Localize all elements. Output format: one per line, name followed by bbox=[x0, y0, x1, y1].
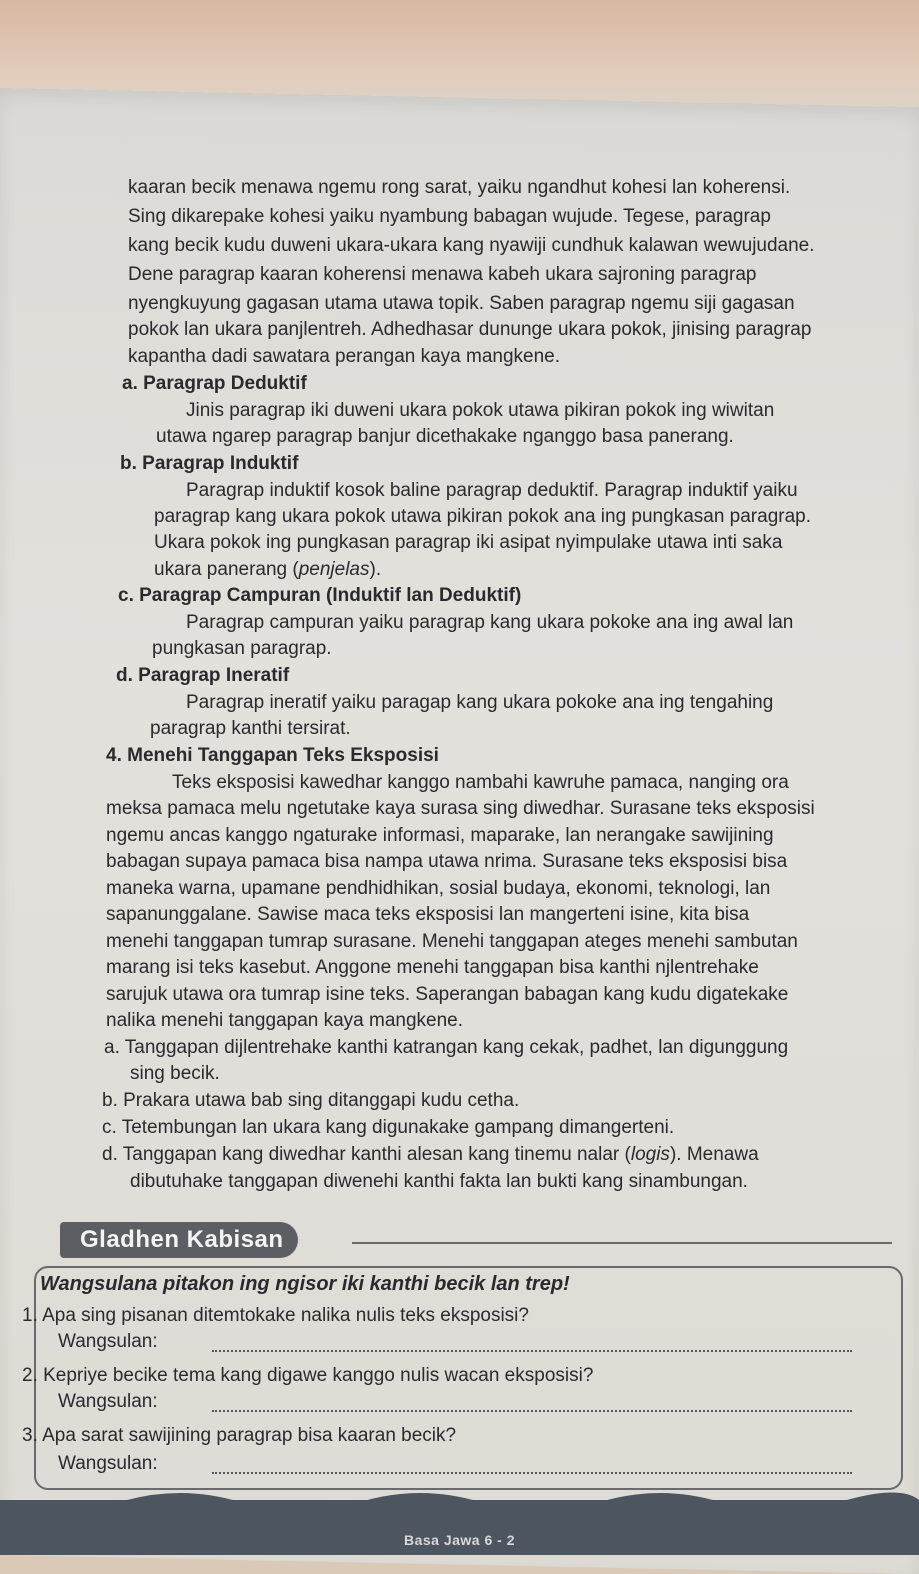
section-4-heading: 4. Menehi Tanggapan Teks Eksposisi bbox=[106, 745, 439, 766]
answer-label-3: Wangsulan: bbox=[58, 1453, 158, 1474]
point-d-line-1: d. Tanggapan kang diwedhar kanthi alesan kang tinemu nalar (logis). Menawa bbox=[102, 1144, 759, 1165]
section-4-line-9: sarujuk utawa ora tumrap isine teks. Saperangan babagan kang kudu digatekake bbox=[106, 984, 789, 1005]
induktif-line-4: ukara panerang (penjelas). bbox=[154, 559, 382, 580]
point-a-line-2: sing becik. bbox=[130, 1063, 220, 1084]
intro-line-3: kang becik kudu duweni ukara-ukara kang nyawiji cundhuk kalawan wewujudane. bbox=[128, 235, 815, 256]
heading-campuran: c. Paragrap Campuran (Induktif lan Deduktif) bbox=[118, 585, 522, 606]
exercise-instruction: Wangsulana pitakon ing ngisor iki kanthi becik lan trep! bbox=[40, 1273, 570, 1295]
section-4-line-3: ngemu ancas kanggo ngaturake informasi, maparake, lan nerangake sawijining bbox=[106, 825, 774, 846]
section-4-line-8: marang isi teks kasebut. Anggone menehi tanggapan bisa kanthi njlentrehake bbox=[106, 957, 759, 978]
section-4-line-1: Teks eksposisi kawedhar kanggo nambahi kawruhe pamaca, nanging ora bbox=[172, 772, 789, 793]
point-c: c. Tetembungan lan ukara kang digunakake gampang dimangerteni. bbox=[102, 1117, 675, 1138]
heading-deduktif: a. Paragrap Deduktif bbox=[122, 373, 307, 394]
section-4-line-10: nalika menehi tanggapan kaya mangkene. bbox=[106, 1010, 464, 1031]
intro-line-7: kapantha dadi sawatara perangan kaya mangkene. bbox=[128, 346, 561, 367]
point-a-line-1: a. Tanggapan dijlentrehake kanthi katrangan kang cekak, padhet, lan digunggung bbox=[104, 1037, 789, 1058]
answer-label-1: Wangsulan: bbox=[58, 1331, 158, 1352]
heading-ineratif: d. Paragrap Ineratif bbox=[116, 665, 290, 686]
point-b: b. Prakara utawa bab sing ditanggapi kudu cetha. bbox=[102, 1090, 520, 1111]
ineratif-line-1: Paragrap ineratif yaiku paragap kang ukara pokoke ana ing tengahing bbox=[186, 692, 774, 713]
section-4-line-2: meksa pamaca melu ngetutake kaya surasa sing diwedhar. Surasane teks eksposisi bbox=[106, 798, 815, 819]
intro-line-5: nyengkuyung gagasan utama utawa topik. Saben paragrap ngemu siji gagasan bbox=[128, 293, 795, 314]
question-2: 2. Kepriye becike tema kang digawe kanggo nulis wacan eksposisi? bbox=[22, 1365, 594, 1386]
section-4-line-4: babagan supaya pamaca bisa nampa utawa nrima. Surasane teks eksposisi bisa bbox=[106, 851, 788, 872]
intro-line-2: Sing dikarepake kohesi yaiku nyambung babagan wujude. Tegese, paragrap bbox=[128, 206, 771, 227]
intro-line-4: Dene paragrap kaaran koherensi menawa kabeh ukara sajroning paragrap bbox=[128, 264, 757, 285]
answer-line-3[interactable] bbox=[212, 1472, 852, 1474]
answer-line-2[interactable] bbox=[212, 1410, 852, 1412]
answer-label-2: Wangsulan: bbox=[58, 1391, 158, 1412]
exercise-section bbox=[22, 1210, 919, 1510]
section-4-line-5: maneka warna, upamane pendhidhikan, sosial budaya, ekonomi, teknologi, lan bbox=[106, 878, 771, 899]
exercise-title: Gladhen Kabisan bbox=[60, 1222, 298, 1258]
section-4-line-6: sapanunggalane. Sawise maca teks eksposisi lan mangerteni isine, kita bisa bbox=[106, 904, 750, 925]
campuran-line-1: Paragrap campuran yaiku paragrap kang ukara pokoke ana ing awal lan bbox=[186, 612, 794, 633]
title-rule bbox=[352, 1242, 892, 1244]
deduktif-line-1: Jinis paragrap iki duweni ukara pokok utawa pikiran pokok ing wiwitan bbox=[186, 400, 775, 421]
induktif-line-2: paragrap kang ukara pokok utawa pikiran pokok ana ing pungkasan paragrap. bbox=[154, 506, 812, 527]
deduktif-line-2: utawa ngarep paragrap banjur dicethakake nganggo basa panerang. bbox=[156, 426, 734, 447]
point-d-line-2: dibutuhake tanggapan diwenehi kanthi fakta lan bukti kang sinambungan. bbox=[130, 1171, 748, 1192]
heading-induktif: b. Paragrap Induktif bbox=[120, 453, 299, 474]
intro-line-1: kaaran becik menawa ngemu rong sarat, yaiku ngandhut kohesi lan koherensi. bbox=[128, 177, 791, 198]
page-footer: Basa Jawa 6 - 2 bbox=[403, 1532, 515, 1548]
question-1: 1. Apa sing pisanan ditemtokake nalika nulis teks eksposisi? bbox=[22, 1305, 529, 1326]
footer-wave bbox=[0, 1490, 919, 1530]
intro-line-6: pokok lan ukara panjlentreh. Adhedhasar dununge ukara pokok, jinising paragrap bbox=[128, 319, 812, 340]
question-3: 3. Apa sarat sawijining paragrap bisa kaaran becik? bbox=[22, 1425, 457, 1446]
answer-line-1[interactable] bbox=[212, 1350, 852, 1352]
ineratif-line-2: paragrap kanthi tersirat. bbox=[150, 718, 351, 739]
induktif-line-3: Ukara pokok ing pungkasan paragrap iki asipat nyimpulake utawa inti saka bbox=[154, 532, 783, 553]
induktif-line-1: Paragrap induktif kosok baline paragrap deduktif. Paragrap induktif yaiku bbox=[186, 480, 798, 501]
section-4-line-7: menehi tanggapan tumrap surasane. Menehi tanggapan ateges menehi sambutan bbox=[106, 931, 798, 952]
campuran-line-2: pungkasan paragrap. bbox=[152, 638, 332, 659]
